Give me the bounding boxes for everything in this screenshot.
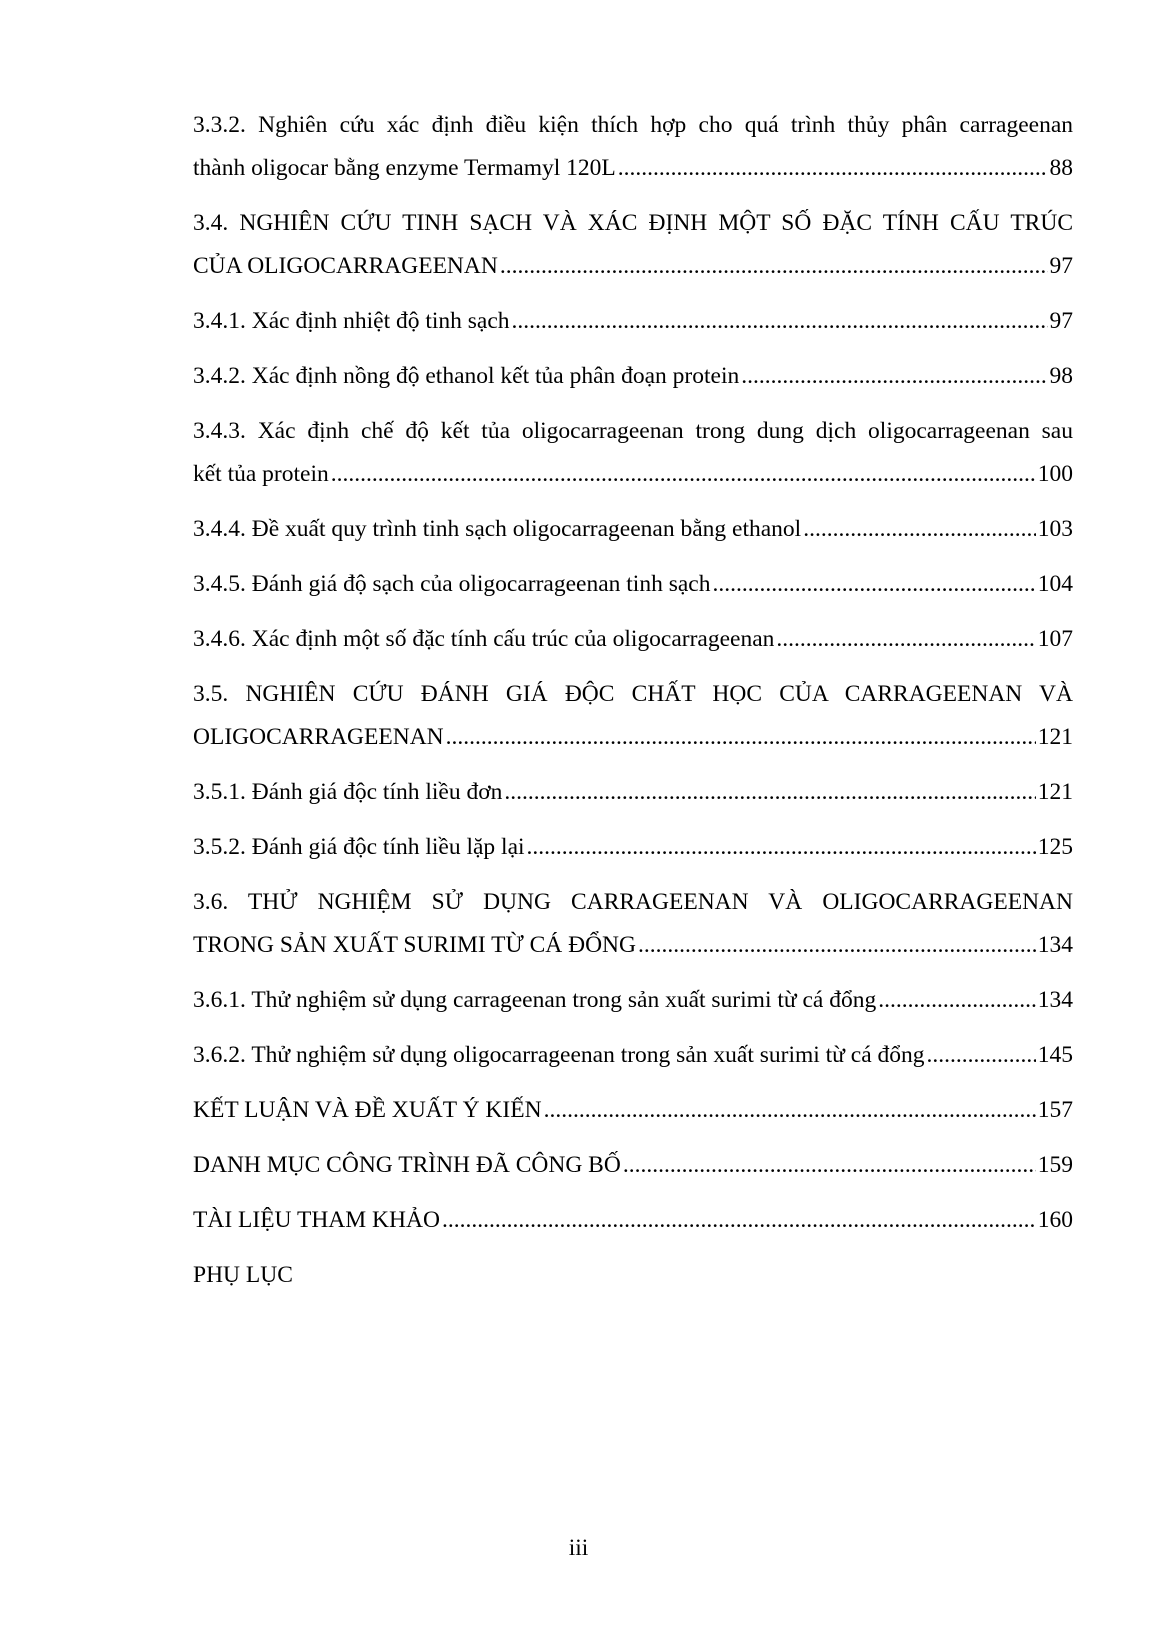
- toc-entry-title: TÀI LIỆU THAM KHẢO: [193, 1207, 440, 1233]
- toc-entry[interactable]: [193, 410, 1073, 496]
- toc-entry-title: 3.4.5. Đánh giá độ sạch của oligocarrageenan tinh sạch: [193, 571, 711, 597]
- toc-entry[interactable]: [193, 826, 1073, 869]
- toc-entry-line: 3.4. NGHIÊN CỨU TINH SẠCH VÀ XÁC ĐỊNH MỘT SỐ ĐẶC TÍNH CẤU TRÚC: [193, 210, 1073, 236]
- toc-entry-title: DANH MỤC CÔNG TRÌNH ĐÃ CÔNG BỐ: [193, 1152, 621, 1178]
- dot-leader: [512, 300, 1048, 343]
- toc-entry[interactable]: [193, 1254, 1073, 1297]
- toc-page-number: 145: [1037, 1042, 1073, 1068]
- page-number: iii: [568, 1535, 589, 1561]
- dot-leader: [446, 716, 1036, 759]
- toc-entry-title: 3.4.6. Xác định một số đặc tính cấu trúc của oligocarrageenan: [193, 626, 775, 652]
- toc-page-number: 134: [1037, 987, 1073, 1013]
- toc-page-number: 104: [1037, 571, 1073, 597]
- toc-page-number: 159: [1037, 1152, 1073, 1178]
- toc-entry-title: 3.4.1. Xác định nhiệt độ tinh sạch: [193, 308, 510, 334]
- toc-entry[interactable]: [193, 771, 1073, 814]
- toc-entry-line: 3.4.3. Xác định chế độ kết tủa oligocarrageenan trong dung dịch oligocarrageenan sau: [193, 418, 1073, 444]
- toc-entry[interactable]: [193, 618, 1073, 661]
- toc-entry-line: 3.5. NGHIÊN CỨU ĐÁNH GIÁ ĐỘC CHẤT HỌC CỦA CARRAGEENAN VÀ: [193, 681, 1073, 707]
- dot-leader: [527, 826, 1036, 869]
- toc-entry-title: OLIGOCARRAGEENAN: [193, 724, 444, 750]
- toc-entry-title: 3.4.4. Đề xuất quy trình tinh sạch oligocarrageenan bằng ethanol: [193, 516, 802, 542]
- toc-page-number: 160: [1037, 1207, 1073, 1233]
- toc-entry[interactable]: [193, 1089, 1073, 1132]
- toc-page-number: 134: [1037, 932, 1073, 958]
- dot-leader: [776, 618, 1035, 661]
- toc-page-number: 97: [1049, 253, 1073, 279]
- toc-entry-line: 3.3.2. Nghiên cứu xác định điều kiện thích hợp cho quá trình thủy phân carrageenan: [193, 112, 1073, 138]
- toc-entry-title: KẾT LUẬN VÀ ĐỀ XUẤT Ý KIẾN: [193, 1097, 542, 1123]
- toc-entry[interactable]: [193, 300, 1073, 343]
- toc-page-number: 97: [1049, 308, 1073, 334]
- toc-page-number: 107: [1037, 626, 1073, 652]
- toc-entry[interactable]: [193, 979, 1073, 1022]
- toc-entry-title: PHỤ LỤC: [193, 1262, 293, 1288]
- toc-entry[interactable]: [193, 355, 1073, 398]
- dot-leader: [618, 147, 1048, 190]
- toc-entry-line: 3.6. THỬ NGHIỆM SỬ DỤNG CARRAGEENAN VÀ OLIGOCARRAGEENAN: [193, 889, 1073, 915]
- toc-entry-title: CỦA OLIGOCARRAGEENAN: [193, 253, 498, 279]
- dot-leader: [878, 979, 1036, 1022]
- dot-leader: [712, 563, 1035, 606]
- toc-entry-title: 3.5.2. Đánh giá độc tính liều lặp lại: [193, 834, 525, 860]
- toc-entry[interactable]: [193, 673, 1073, 759]
- toc-page-number: 103: [1037, 516, 1073, 542]
- table-of-contents: [193, 104, 1073, 1309]
- dot-leader: [500, 245, 1048, 288]
- toc-page-number: 157: [1037, 1097, 1073, 1123]
- toc-entry[interactable]: [193, 508, 1073, 551]
- dot-leader: [442, 1199, 1036, 1242]
- dot-leader: [544, 1089, 1036, 1132]
- toc-entry[interactable]: [193, 1034, 1073, 1077]
- toc-entry[interactable]: [193, 1144, 1073, 1187]
- toc-entry[interactable]: [193, 563, 1073, 606]
- toc-entry-title: TRONG SẢN XUẤT SURIMI TỪ CÁ ĐỔNG: [193, 932, 637, 958]
- toc-page-number: 121: [1037, 724, 1073, 750]
- toc-entry-title: thành oligocar bằng enzyme Termamyl 120L: [193, 155, 616, 181]
- dot-leader: [741, 355, 1047, 398]
- dot-leader: [623, 1144, 1036, 1187]
- toc-page-number: 88: [1049, 155, 1073, 181]
- toc-page-number: 98: [1049, 363, 1073, 389]
- dot-leader: [504, 771, 1035, 814]
- toc-entry-title: kết tủa protein: [193, 461, 329, 487]
- toc-entry[interactable]: [193, 1199, 1073, 1242]
- toc-entry-title: 3.6.1. Thử nghiệm sử dụng carrageenan trong sản xuất surimi từ cá đổng: [193, 987, 877, 1013]
- toc-entry[interactable]: [193, 202, 1073, 288]
- toc-page-number: 125: [1037, 834, 1073, 860]
- dot-leader: [638, 924, 1036, 967]
- toc-page-number: 100: [1037, 461, 1073, 487]
- toc-entry[interactable]: [193, 881, 1073, 967]
- toc-entry[interactable]: [193, 104, 1073, 190]
- toc-entry-title: 3.4.2. Xác định nồng độ ethanol kết tủa phân đoạn protein: [193, 363, 740, 389]
- dot-leader: [927, 1034, 1036, 1077]
- dot-leader: [803, 508, 1036, 551]
- toc-entry-title: 3.5.1. Đánh giá độc tính liều đơn: [193, 779, 503, 805]
- dot-leader: [331, 453, 1036, 496]
- toc-page-number: 121: [1037, 779, 1073, 805]
- toc-entry-title: 3.6.2. Thử nghiệm sử dụng oligocarrageenan trong sản xuất surimi từ cá đổng: [193, 1042, 925, 1068]
